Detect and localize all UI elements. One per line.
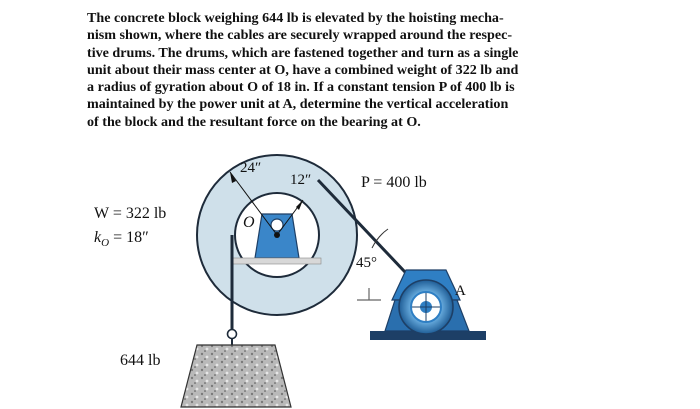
problem-line: nism shown, where the cables are securely wrapped around the respec-	[87, 27, 513, 44]
problem-line: The concrete block weighing 644 lb is elevated by the hoisting mecha-	[87, 10, 504, 26]
block-weight-label: 644 lb	[120, 352, 161, 369]
problem-line: a radius of gyration about O of 18 in. If a constant tension P of 400 lb is	[87, 79, 515, 96]
cable-hook	[228, 330, 237, 339]
dim-outer-label: 24″	[240, 160, 262, 176]
problem-line: unit about their mass center at O, have a combined weight of 322 lb and	[87, 61, 519, 78]
point-a-label: A	[455, 283, 466, 299]
power-unit-a	[370, 270, 486, 340]
drum-weight-label: W = 322 lb	[94, 205, 167, 222]
gyration-label: $k_O = 18''$	[94, 229, 149, 250]
concrete-block	[181, 345, 291, 407]
tension-label: P = 400 lb	[361, 174, 427, 191]
problem-line: of the block and the resultant force on the bearing at O.	[87, 113, 421, 130]
problem-line: tive drums. The drums, which are fastened together and turn as a single	[87, 44, 519, 61]
angle-label: 45°	[356, 255, 377, 271]
problem-line: maintained by the power unit at A, determine the vertical acceleration	[87, 96, 509, 113]
dim-inner-label: 12″	[290, 172, 312, 188]
center-o-label: O	[243, 214, 255, 231]
